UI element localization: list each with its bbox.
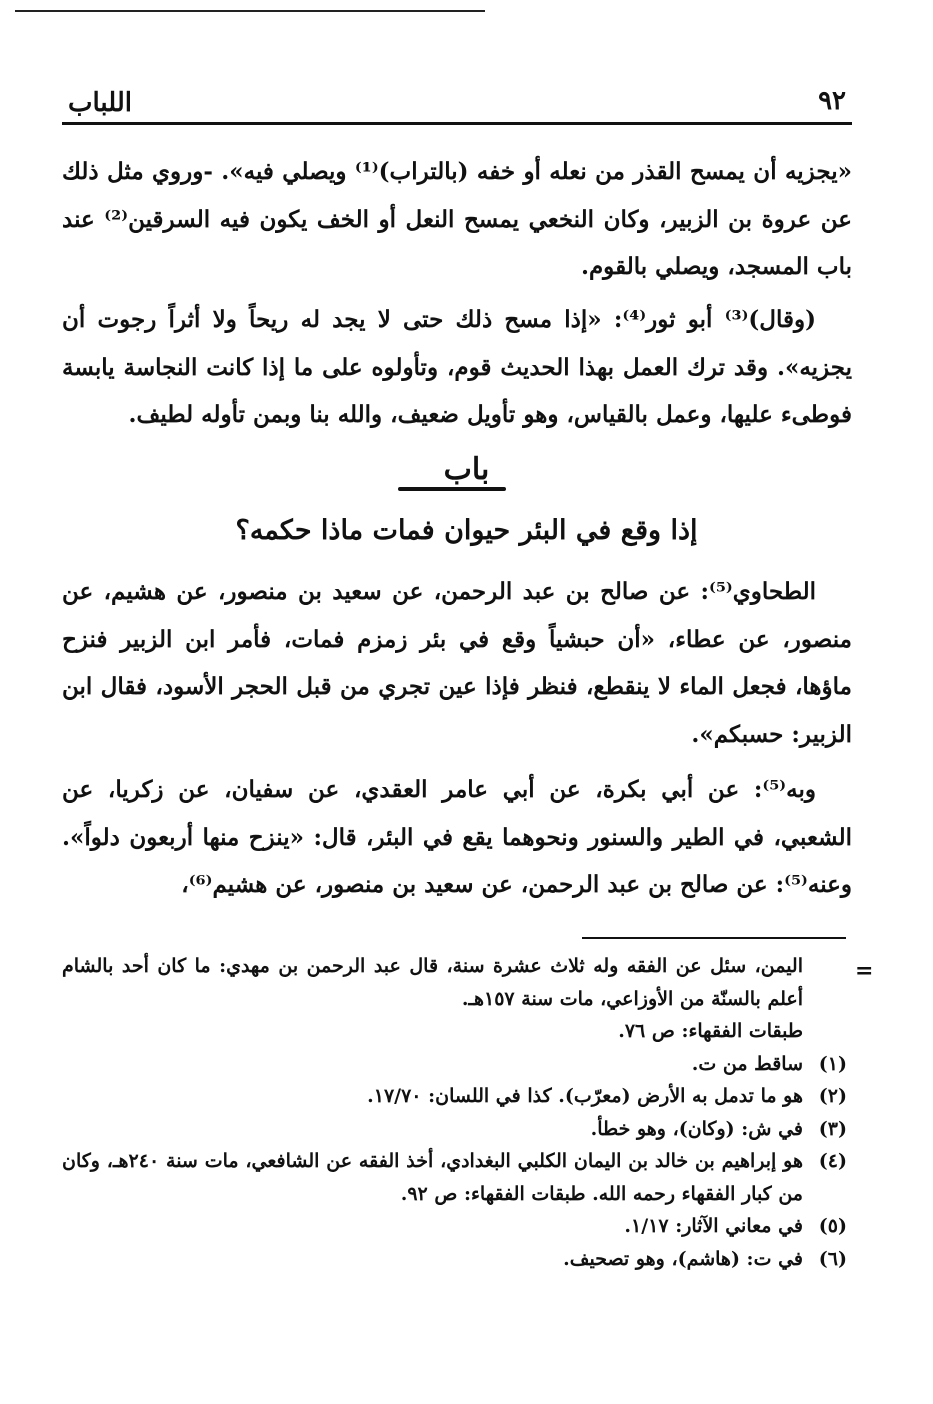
footnote-number: (٥) [818, 1215, 847, 1237]
footnote-3 [62, 1113, 847, 1146]
paragraph-4-text: وبه⁽⁵⁾: عن أبي بكرة، عن أبي عامر العقدي، عن سفيان، عن زكريا، عن الشعبي، في الطير والسنور ونحوهما يقع في البئر، قال: «ينزح منها أربعون دلواً». وعنه⁽⁵⁾: عن صالح بن عبد الرحمن، عن سعيد بن منصور، عن هشيم⁽⁶⁾، [62, 776, 852, 898]
section-heading-underline [398, 487, 506, 491]
footnotes [62, 950, 847, 1275]
footnote-5 [62, 1210, 847, 1243]
footnote-1 [62, 1048, 847, 1081]
footnote-text: في ت: (هاشم)، وهو تصحيف. [563, 1247, 803, 1270]
page-header [62, 86, 852, 125]
footnote-continuation [62, 950, 847, 1015]
footnote-number: (١) [818, 1052, 847, 1075]
footnote-continuation-source-text: طبقات الفقهاء: ص ٧٦. [618, 1020, 803, 1042]
paragraph-1 [62, 148, 852, 291]
footnote-text: في ش: (وكان)، وهو خطأ. [590, 1117, 803, 1140]
footnote-text: ساقط من ت. [691, 1052, 803, 1075]
footnote-6 [62, 1243, 847, 1276]
paragraph-2 [62, 296, 852, 439]
page-number: ٩٢ [818, 86, 846, 116]
footnote-continuation-source [62, 1015, 847, 1048]
footnote-number: (٤) [818, 1150, 847, 1172]
footnote-text: هو إبراهيم بن خالد بن اليمان الكلبي البغدادي، أخذ الفقه عن الشافعي، مات سنة ٢٤٠هـ، وكان من كبار الفقهاء رحمه الله. طبقات الفقهاء: ص ٩٢. [62, 1150, 803, 1205]
footnote-number: (٦) [818, 1247, 847, 1270]
scan-edge-line [15, 10, 485, 12]
running-title: اللباب [68, 88, 132, 118]
paragraph-2-text: (وقال)⁽³⁾ أبو ثور⁽⁴⁾: «إذا مسح ذلك حتى لا يجد له ريحاً ولا أثراً رجوت أن يجزيه». وقد ترك العمل بهذا الحديث قوم، وتأولوه على ما إذا كانت النجاسة يابسة فوطىء عليها، وعمل بالقياس، وهو تأويل ضعيف، والله بنا وبمن تأوله لطيف. [62, 306, 852, 428]
footnote-number: (٣) [818, 1117, 847, 1140]
footnote-text: في معاني الآثار: ١/١٧. [624, 1215, 803, 1237]
chapter-title: إذا وقع في البئر حيوان فمات ماذا حكمه؟ [235, 515, 698, 546]
section-heading: باب [443, 452, 490, 487]
paragraph-3-text: الطحاوي⁽⁵⁾: عن صالح بن عبد الرحمن، عن سعيد بن منصور، عن هشيم، عن منصور، عن عطاء، «أن حبشياً وقع في بئر زمزم فمات، فأمر ابن الزبير فنزح ماؤها، فجعل الماء لا ينقطع، فنظر فإذا عين تجري من قبل الحجر الأسود، فقال ابن الزبير: حسبكم». [62, 578, 852, 748]
footnote-number: (٢) [818, 1085, 847, 1107]
paragraph-3 [62, 568, 852, 758]
footnote-text: هو ما تدمل به الأرض (معرّب). كذا في اللسان: ١٧/٧٠. [367, 1085, 803, 1107]
footnote-4 [62, 1145, 847, 1210]
paragraph-4 [62, 766, 852, 909]
footnote-continuation-mark: = [855, 958, 874, 984]
paragraph-1-text: «يجزيه أن يمسح القذر من نعله أو خفه (بالتراب)⁽¹⁾ ويصلي فيه». -وروي مثل ذلك عن عروة بن الزبير، وكان النخعي يمسح النعل أو الخف يكون فيه السرقين⁽²⁾ عند باب المسجد، ويصلي بالقوم. [62, 158, 852, 280]
footnote-continuation-text: اليمن، سئل عن الفقه وله ثلاث عشرة سنة، قال عبد الرحمن بن مهدي: ما كان أحد بالشام أعلم بالسنّة من الأوزاعي، مات سنة ١٥٧هـ. [62, 955, 803, 1010]
footnote-separator [582, 937, 846, 939]
footnote-2 [62, 1080, 847, 1113]
